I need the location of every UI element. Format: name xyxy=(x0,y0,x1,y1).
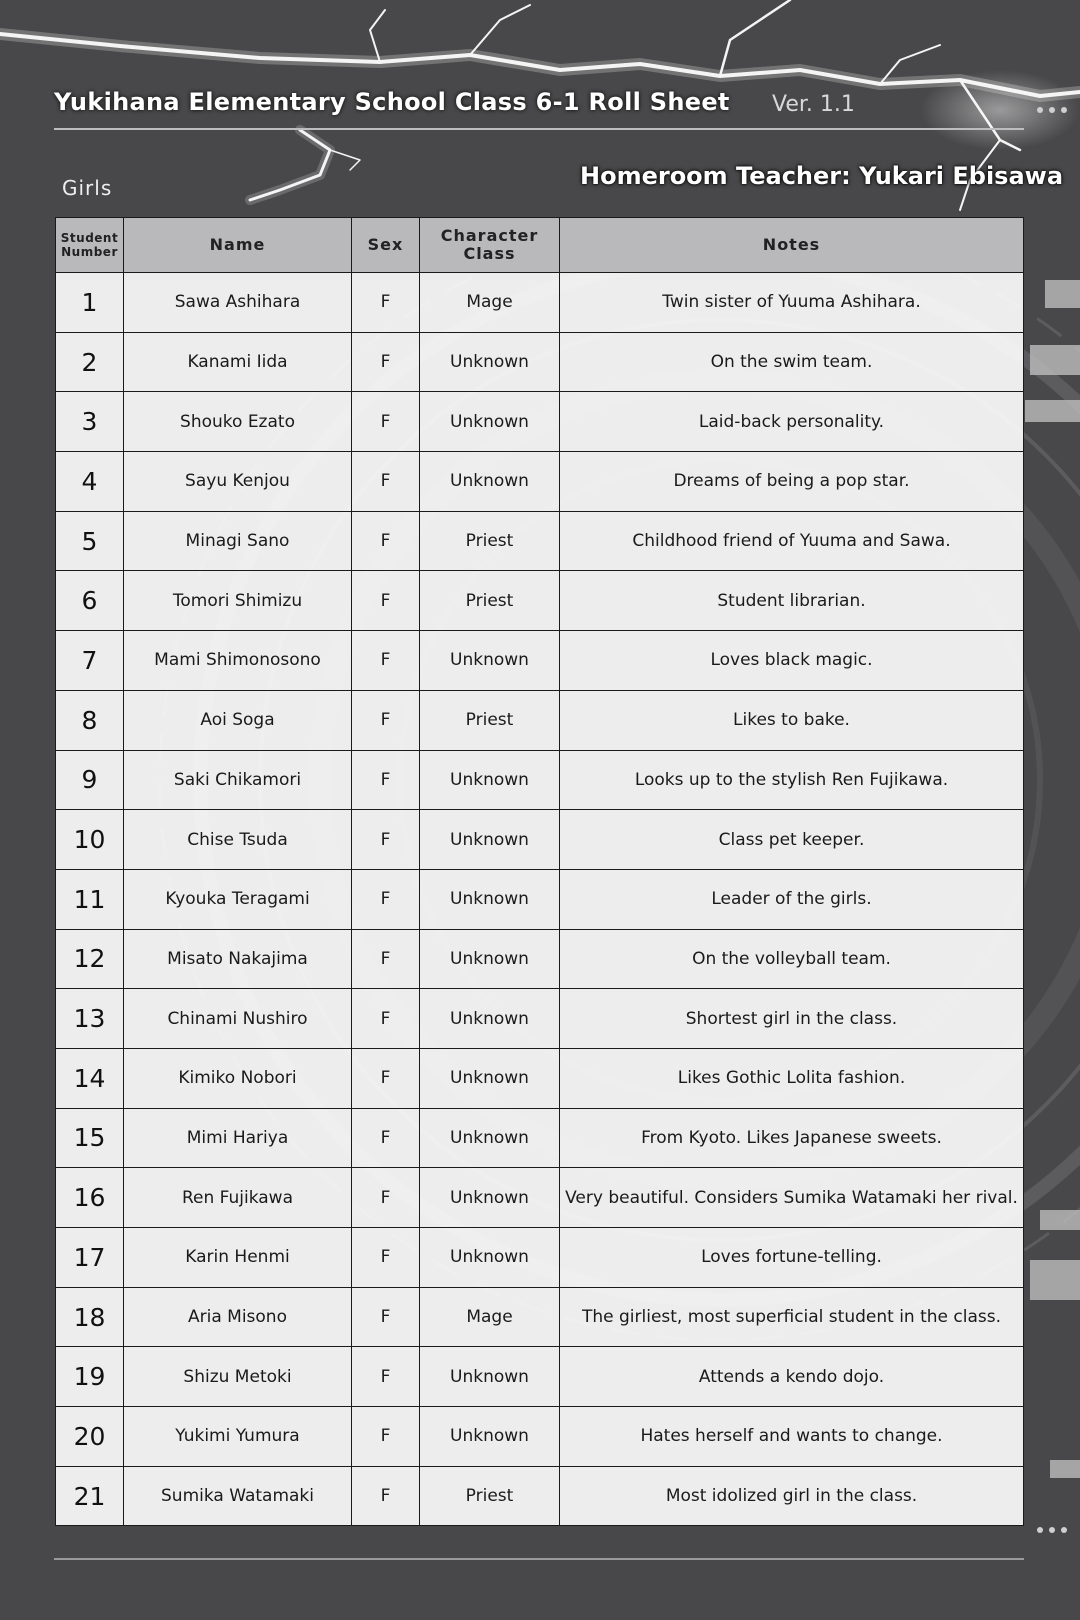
student-name: Tomori Shimizu xyxy=(124,571,352,631)
table-row xyxy=(56,511,1024,571)
student-number: 9 xyxy=(56,750,124,810)
student-notes: Shortest girl in the class. xyxy=(560,989,1024,1049)
table-header-row xyxy=(56,218,1024,273)
student-sex: F xyxy=(352,273,420,333)
student-sex: F xyxy=(352,631,420,691)
student-class: Unknown xyxy=(420,1347,560,1407)
student-name: Mami Shimonosono xyxy=(124,631,352,691)
student-notes: Looks up to the stylish Ren Fujikawa. xyxy=(560,750,1024,810)
student-sex: F xyxy=(352,929,420,989)
student-notes: Childhood friend of Yuuma and Sawa. xyxy=(560,511,1024,571)
student-number: 14 xyxy=(56,1048,124,1108)
version-label: Ver. 1.1 xyxy=(772,92,855,117)
student-class: Unknown xyxy=(420,631,560,691)
student-number: 2 xyxy=(56,332,124,392)
student-class: Priest xyxy=(420,571,560,631)
student-notes: Likes to bake. xyxy=(560,690,1024,750)
student-sex: F xyxy=(352,332,420,392)
student-name: Yukimi Yumura xyxy=(124,1407,352,1467)
student-notes: Likes Gothic Lolita fashion. xyxy=(560,1048,1024,1108)
table-row xyxy=(56,1407,1024,1467)
student-number: 1 xyxy=(56,273,124,333)
table-row xyxy=(56,1168,1024,1228)
column-header-notes: Notes xyxy=(560,218,1024,273)
column-header-number-line2: Number xyxy=(61,245,118,259)
student-class: Unknown xyxy=(420,1168,560,1228)
student-number: 7 xyxy=(56,631,124,691)
student-name: Chise Tsuda xyxy=(124,810,352,870)
student-number: 20 xyxy=(56,1407,124,1467)
student-sex: F xyxy=(352,810,420,870)
student-name: Saki Chikamori xyxy=(124,750,352,810)
student-sex: F xyxy=(352,1287,420,1347)
student-name: Sumika Watamaki xyxy=(124,1466,352,1526)
student-notes: Attends a kendo dojo. xyxy=(560,1347,1024,1407)
student-sex: F xyxy=(352,1466,420,1526)
student-sex: F xyxy=(352,511,420,571)
table-row xyxy=(56,989,1024,1049)
table-row xyxy=(56,332,1024,392)
student-number: 6 xyxy=(56,571,124,631)
student-sex: F xyxy=(352,690,420,750)
table-row xyxy=(56,1228,1024,1288)
student-name: Misato Nakajima xyxy=(124,929,352,989)
table-row xyxy=(56,810,1024,870)
student-sex: F xyxy=(352,750,420,810)
student-number: 16 xyxy=(56,1168,124,1228)
student-notes: Laid-back personality. xyxy=(560,392,1024,452)
roll-table-body xyxy=(56,273,1024,1526)
student-class: Unknown xyxy=(420,1407,560,1467)
student-notes: Most idolized girl in the class. xyxy=(560,1466,1024,1526)
student-notes: Loves black magic. xyxy=(560,631,1024,691)
title-divider xyxy=(54,128,1024,130)
student-name: Minagi Sano xyxy=(124,511,352,571)
student-sex: F xyxy=(352,571,420,631)
student-sex: F xyxy=(352,1347,420,1407)
student-class: Unknown xyxy=(420,1108,560,1168)
student-number: 10 xyxy=(56,810,124,870)
student-number: 8 xyxy=(56,690,124,750)
student-name: Karin Henmi xyxy=(124,1228,352,1288)
table-row xyxy=(56,1347,1024,1407)
student-class: Unknown xyxy=(420,452,560,512)
table-row xyxy=(56,273,1024,333)
student-name: Aria Misono xyxy=(124,1287,352,1347)
student-number: 21 xyxy=(56,1466,124,1526)
homeroom-teacher: Homeroom Teacher: Yukari Ebisawa xyxy=(580,162,1064,190)
student-name: Ren Fujikawa xyxy=(124,1168,352,1228)
student-name: Shouko Ezato xyxy=(124,392,352,452)
student-name: Aoi Soga xyxy=(124,690,352,750)
student-class: Unknown xyxy=(420,332,560,392)
student-sex: F xyxy=(352,1168,420,1228)
student-class: Unknown xyxy=(420,869,560,929)
student-class: Unknown xyxy=(420,392,560,452)
student-sex: F xyxy=(352,1407,420,1467)
student-sex: F xyxy=(352,1228,420,1288)
student-name: Sawa Ashihara xyxy=(124,273,352,333)
bottom-divider xyxy=(54,1558,1024,1560)
student-notes: On the swim team. xyxy=(560,332,1024,392)
student-class: Mage xyxy=(420,1287,560,1347)
student-name: Kimiko Nobori xyxy=(124,1048,352,1108)
student-class: Priest xyxy=(420,1466,560,1526)
student-name: Kanami Iida xyxy=(124,332,352,392)
section-label: Girls xyxy=(62,176,113,200)
student-sex: F xyxy=(352,452,420,512)
table-row xyxy=(56,631,1024,691)
table-row xyxy=(56,1108,1024,1168)
student-notes: Hates herself and wants to change. xyxy=(560,1407,1024,1467)
student-notes: Class pet keeper. xyxy=(560,810,1024,870)
student-number: 13 xyxy=(56,989,124,1049)
student-notes: Loves fortune-telling. xyxy=(560,1228,1024,1288)
table-row xyxy=(56,750,1024,810)
table-row xyxy=(56,690,1024,750)
table-row xyxy=(56,1287,1024,1347)
student-number: 17 xyxy=(56,1228,124,1288)
student-class: Unknown xyxy=(420,989,560,1049)
student-class: Unknown xyxy=(420,1048,560,1108)
page-title: Yukihana Elementary School Class 6-1 Roll Sheet xyxy=(54,88,730,116)
table-row xyxy=(56,1466,1024,1526)
student-name: Mimi Hariya xyxy=(124,1108,352,1168)
column-header-class-line1: Character xyxy=(440,226,539,245)
student-class: Priest xyxy=(420,511,560,571)
table-row xyxy=(56,571,1024,631)
student-number: 19 xyxy=(56,1347,124,1407)
table-row xyxy=(56,869,1024,929)
student-number: 3 xyxy=(56,392,124,452)
student-sex: F xyxy=(352,869,420,929)
student-notes: Very beautiful. Considers Sumika Watamaki her rival. xyxy=(560,1168,1024,1228)
student-sex: F xyxy=(352,989,420,1049)
column-header-number-line1: Student xyxy=(60,231,119,245)
column-header-number xyxy=(56,218,124,273)
column-header-name: Name xyxy=(124,218,352,273)
student-name: Kyouka Teragami xyxy=(124,869,352,929)
student-class: Unknown xyxy=(420,810,560,870)
student-number: 5 xyxy=(56,511,124,571)
student-number: 11 xyxy=(56,869,124,929)
student-name: Chinami Nushiro xyxy=(124,989,352,1049)
table-row xyxy=(56,392,1024,452)
student-number: 15 xyxy=(56,1108,124,1168)
student-sex: F xyxy=(352,392,420,452)
column-header-class xyxy=(420,218,560,273)
student-notes: Leader of the girls. xyxy=(560,869,1024,929)
roll-table xyxy=(55,217,1024,1526)
student-notes: On the volleyball team. xyxy=(560,929,1024,989)
student-notes: Twin sister of Yuuma Ashihara. xyxy=(560,273,1024,333)
column-header-sex: Sex xyxy=(352,218,420,273)
student-number: 12 xyxy=(56,929,124,989)
student-class: Unknown xyxy=(420,1228,560,1288)
student-notes: Dreams of being a pop star. xyxy=(560,452,1024,512)
student-name: Sayu Kenjou xyxy=(124,452,352,512)
student-class: Mage xyxy=(420,273,560,333)
student-sex: F xyxy=(352,1108,420,1168)
student-number: 4 xyxy=(56,452,124,512)
student-class: Priest xyxy=(420,690,560,750)
student-sex: F xyxy=(352,1048,420,1108)
table-row xyxy=(56,1048,1024,1108)
student-name: Shizu Metoki xyxy=(124,1347,352,1407)
student-notes: Student librarian. xyxy=(560,571,1024,631)
student-number: 18 xyxy=(56,1287,124,1347)
student-class: Unknown xyxy=(420,929,560,989)
table-row xyxy=(56,929,1024,989)
student-notes: From Kyoto. Likes Japanese sweets. xyxy=(560,1108,1024,1168)
student-notes: The girliest, most superficial student in the class. xyxy=(560,1287,1024,1347)
column-header-class-line2: Class xyxy=(463,244,516,263)
student-class: Unknown xyxy=(420,750,560,810)
table-row xyxy=(56,452,1024,512)
